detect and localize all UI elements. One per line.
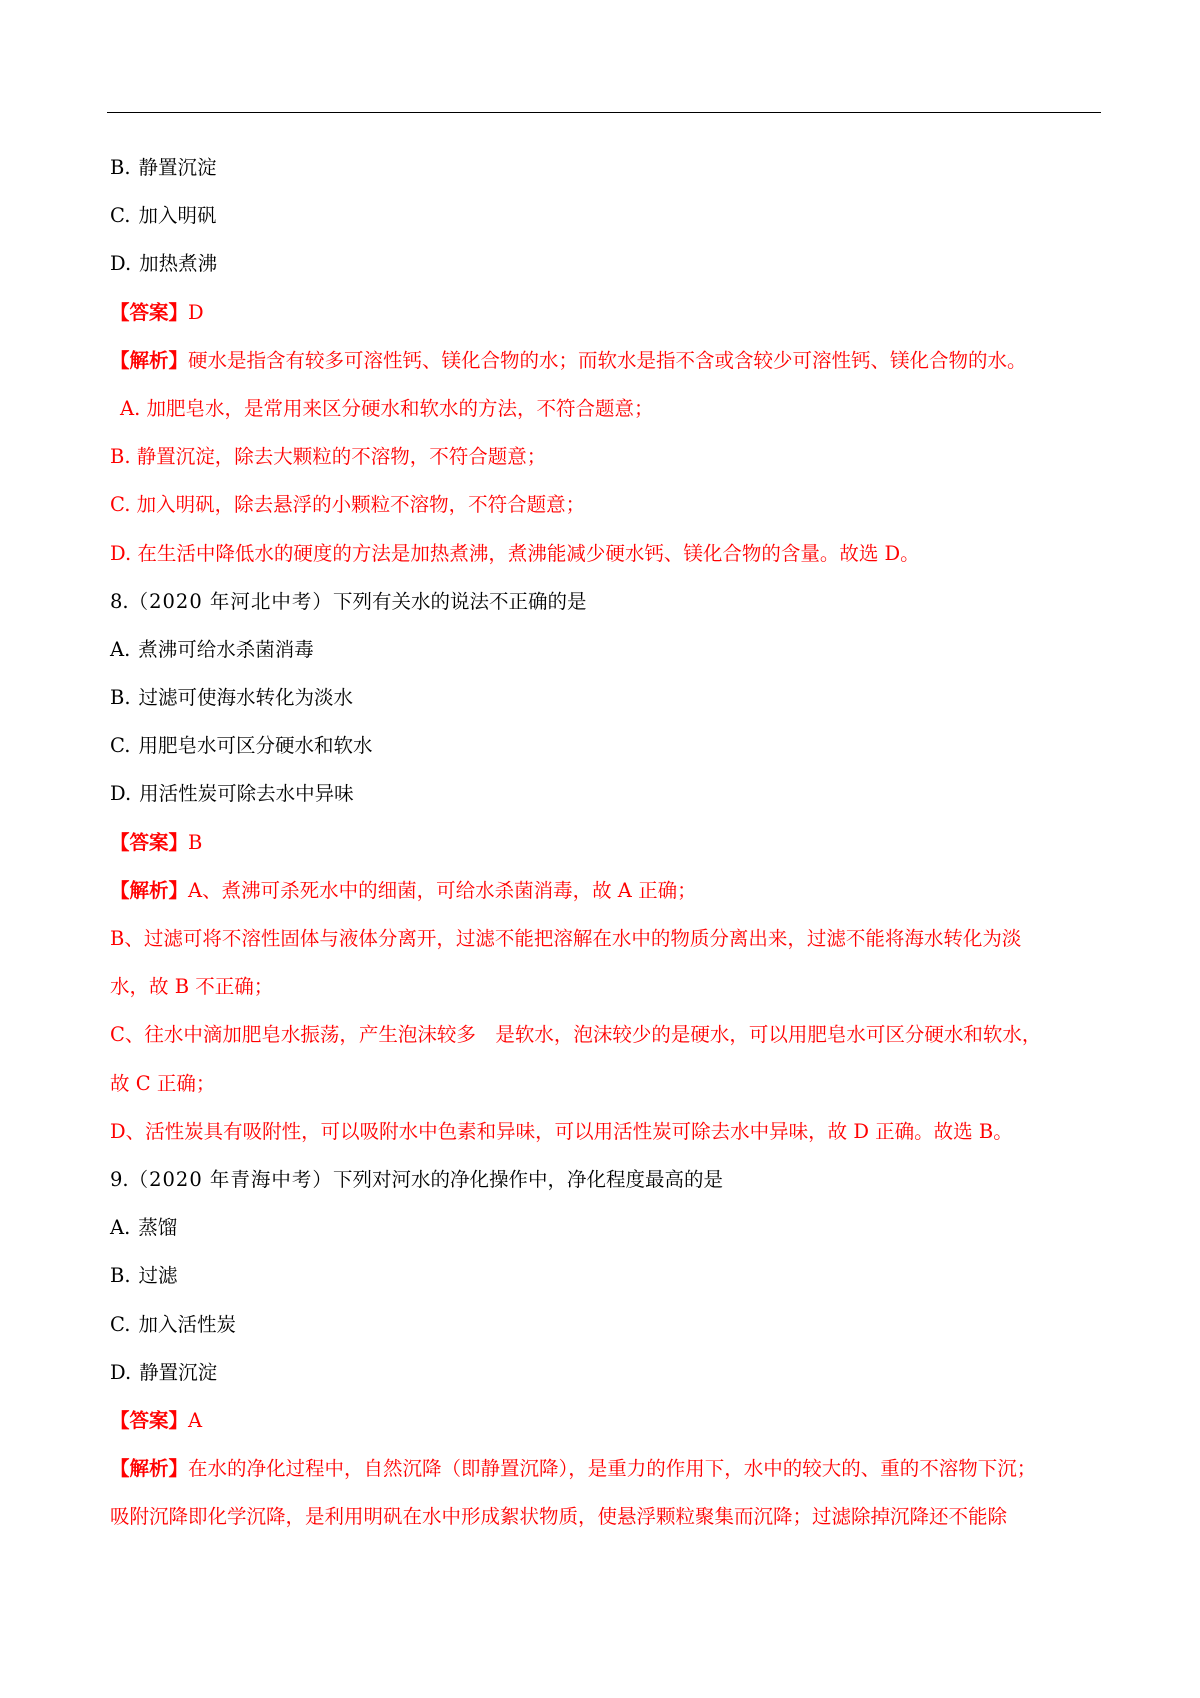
question-text: 下列对河水的净化操作中，净化程度最高的是: [332, 1167, 723, 1191]
analysis-text: 硬水是指含有较多可溶性钙、镁化合物的水；而软水是指不含或含较少可溶性钙、镁化合物的水。: [188, 348, 1027, 372]
q9-option-d: [110, 1349, 1100, 1397]
q8-analysis-line: 故 C 正确；: [110, 1071, 216, 1095]
answer-tag: 【答案】: [110, 830, 189, 854]
q8-stem: [110, 578, 1100, 626]
option-label: C.: [110, 1312, 131, 1336]
q8-option-b: [110, 674, 1100, 722]
q8-answer: [110, 819, 1100, 867]
answer-value: A: [188, 1408, 203, 1432]
q8-analysis-line: D、活性炭具有吸附性，可以吸附水中色素和异味，可以用活性炭可除去水中异味，故 D 正确。故选 B。: [110, 1119, 1013, 1143]
question-source: （2020 年青海中考）: [128, 1167, 333, 1191]
q7-option-d: [110, 240, 1100, 288]
analysis-tag: 【解析】: [110, 348, 189, 372]
option-label: C.: [110, 204, 131, 228]
option-text: 加入活性炭: [138, 1312, 236, 1336]
answer-value: B: [188, 830, 203, 854]
q9-stem: [110, 1156, 1100, 1204]
document-body: [110, 144, 1100, 1541]
answer-tag: 【答案】: [110, 1408, 189, 1432]
option-text: 过滤: [138, 1264, 178, 1288]
q9-option-b: [110, 1252, 1100, 1300]
option-label: D.: [110, 1360, 132, 1384]
answer-tag: 【答案】: [110, 300, 189, 324]
option-label: D.: [110, 782, 132, 806]
q9-answer: [110, 1397, 1100, 1445]
q8-option-d: [110, 770, 1100, 818]
q7-analysis-line: B. 静置沉淀，除去大颗粒的不溶物，不符合题意；: [110, 445, 547, 469]
q9-analysis-line: 吸附沉降即化学沉降，是利用明矾在水中形成絮状物质，使悬浮颗粒聚集而沉降；过滤除掉沉降还不能除: [110, 1505, 1008, 1529]
option-text: 用活性炭可除去水中异味: [139, 782, 354, 806]
option-text: 蒸馏: [138, 1216, 178, 1240]
q7-option-b: [110, 144, 1100, 192]
answer-value: D: [188, 300, 204, 324]
question-number: 8.: [110, 589, 129, 613]
question-text: 下列有关水的说法不正确的是: [332, 589, 587, 613]
q9-option-c: [110, 1301, 1100, 1349]
analysis-tag: 【解析】: [110, 1457, 189, 1481]
question-source: （2020 年河北中考）: [128, 589, 333, 613]
q8-analysis-line: [110, 867, 1100, 915]
option-label: D.: [110, 252, 132, 276]
q9-analysis-line: [110, 1445, 1100, 1493]
q7-option-c: [110, 192, 1100, 240]
q7-answer: [110, 289, 1100, 337]
analysis-text: 在水的净化过程中，自然沉降（即静置沉降），是重力的作用下，水中的较大的、重的不溶物下沉；: [188, 1457, 1037, 1481]
q8-analysis-line: 水，故 B 不正确；: [110, 975, 274, 999]
option-text: 过滤可使海水转化为淡水: [138, 686, 354, 710]
q8-option-c: [110, 722, 1100, 770]
option-text: 煮沸可给水杀菌消毒: [138, 637, 314, 661]
option-text: 静置沉淀: [138, 156, 217, 179]
q7-analysis-line: A. 加肥皂水，是常用来区分硬水和软水的方法，不符合题意；: [120, 396, 654, 420]
option-label: A.: [110, 637, 131, 661]
option-label: A.: [110, 1216, 131, 1240]
option-label: B.: [110, 1264, 131, 1288]
option-label: B.: [110, 686, 131, 710]
question-number: 9.: [110, 1167, 129, 1191]
header-rule: [107, 112, 1101, 113]
q7-analysis-line: [110, 337, 1100, 385]
option-text: 用肥皂水可区分硬水和软水: [138, 734, 373, 758]
option-text: 加热煮沸: [139, 252, 218, 276]
option-text: 加入明矾: [138, 204, 217, 228]
q7-analysis-line: C. 加入明矾，除去悬浮的小颗粒不溶物，不符合题意；: [110, 493, 586, 517]
q8-option-a: [110, 626, 1100, 674]
q8-analysis-line: B、过滤可将不溶性固体与液体分离开，过滤不能把溶解在水中的物质分离出来，过滤不能将海水转化为淡: [110, 927, 1022, 950]
q7-analysis-line: D. 在生活中降低水的硬度的方法是加热煮沸，煮沸能减少硬水钙、镁化合物的含量。故选 D。: [110, 541, 920, 565]
option-label: C.: [110, 734, 131, 758]
q9-option-a: [110, 1204, 1100, 1252]
q8-analysis-line: C、往水中滴加肥皂水振荡，产生泡沫较多 是软水，泡沫较少的是硬水，可以用肥皂水可区分硬水和软水，: [110, 1023, 1042, 1047]
analysis-tag: 【解析】: [110, 878, 189, 902]
option-label: B.: [110, 156, 131, 179]
analysis-text: A、煮沸可杀死水中的细菌，可给水杀菌消毒，故 A 正确；: [188, 878, 697, 902]
option-text: 静置沉淀: [139, 1360, 218, 1384]
